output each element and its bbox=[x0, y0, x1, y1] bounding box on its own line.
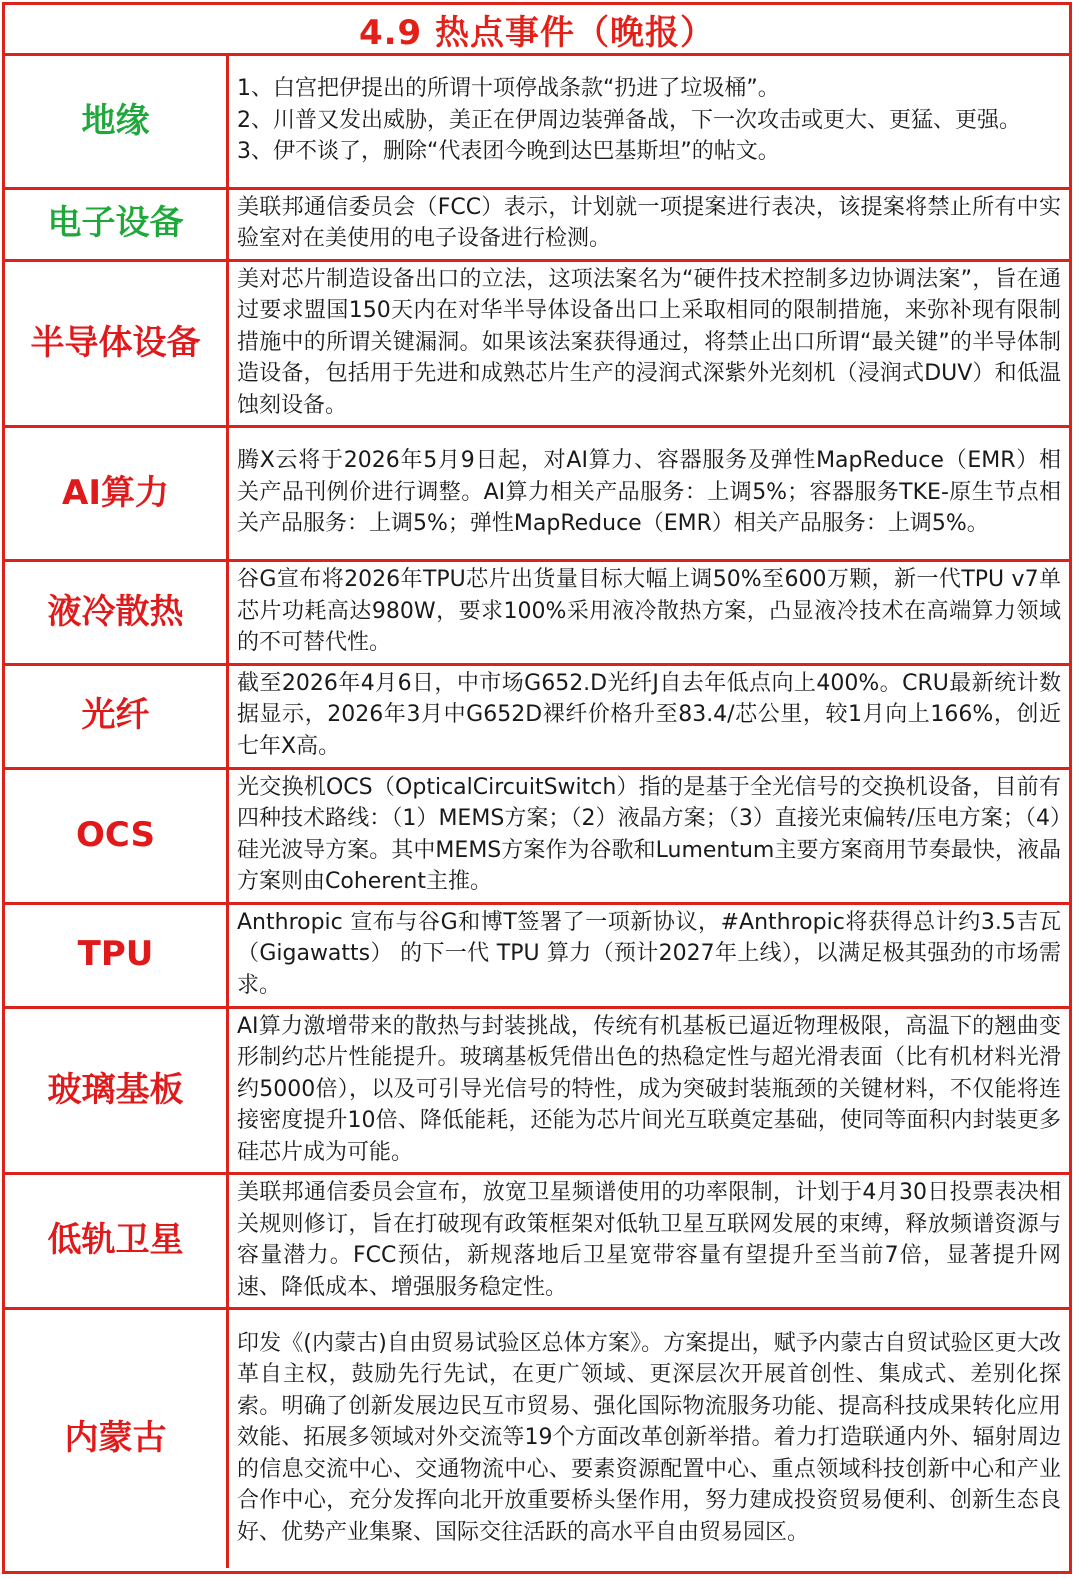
content-line: 1、白宫把伊提出的所谓十项停战条款“扔进了垃圾桶”。 bbox=[237, 76, 780, 101]
topic-label: OCS bbox=[5, 768, 228, 903]
news-sheet bbox=[2, 2, 1072, 1574]
content-line: Anthropic 宣布与谷G和博T签署了一项新协议，#Anthropic将获得总计约3.5吉瓦（Gigawatts） 的下一代 TPU 算力（预计2027年上线），以满足极其强劲的市场需求。 bbox=[237, 909, 1061, 998]
topic-row bbox=[5, 1309, 1069, 1568]
content-line: 印发《(内蒙古)自由贸易试验区总体方案》。方案提出，赋予内蒙古自贸试验区更大改革自主权，鼓励先行先试，在更广领域、更深层次开展首创性、集成式、差别化探索。明确了创新发展边民互市贸易、强化国际物流服务功能、提高科技成果转化应用效能、拓展多领域对外交流等19个方面改革创新举措。着力打造联通内外、辐射周边的信息交流中心、交通物流中心、要素资源配置中心、重点领域科技创新中心和产业合作中心，充分发挥向北开放重要桥头堡作用，努力建成投资贸易便利、创新生态良好、优势产业集聚、国际交往活跃的高水平自由贸易园区。 bbox=[237, 1330, 1061, 1545]
topic-label: 半导体设备 bbox=[5, 260, 228, 427]
topic-row bbox=[5, 768, 1069, 903]
topic-content bbox=[228, 903, 1070, 1007]
content-line: 截至2026年4月6日，中市场G652.D光纤J自去年低点向上400%。CRU最新统计数据显示，2026年3月中G652D裸纤价格升至83.4/芯公里，较1月向上166%，创近七年X高。 bbox=[237, 670, 1061, 759]
news-table bbox=[5, 56, 1069, 1568]
topic-content bbox=[228, 427, 1070, 561]
topic-label: 液冷散热 bbox=[5, 561, 228, 665]
topic-content bbox=[228, 768, 1070, 903]
topic-row bbox=[5, 188, 1069, 260]
content-line: 美联邦通信委员会宣布，放宽卫星频谱使用的功率限制，计划于4月30日投票表决相关规则修订，旨在打破现有政策框架对低轨卫星互联网发展的束缚，释放频谱资源与容量潜力。FCC预估，新规落地后卫星宽带容量有望提升至当前7倍，显著提升网速、降低成本、增强服务稳定性。 bbox=[237, 1180, 1061, 1300]
topic-content bbox=[228, 1007, 1070, 1174]
topic-label: AI算力 bbox=[5, 427, 228, 561]
content-line: AI算力激增带来的散热与封装挑战，传统有机基板已逼近物理极限，高温下的翘曲变形制约芯片性能提升。玻璃基板凭借出色的热稳定性与超光滑表面（比有机材料光滑约5000倍），以及可引导光信号的特性，成为突破封装瓶颈的关键材料，不仅能将连接密度提升10倍、降低能耗，还能为芯片间光互联奠定基础，使同等面积内封装更多硅芯片成为可能。 bbox=[237, 1013, 1061, 1165]
topic-content bbox=[228, 664, 1070, 768]
topic-content bbox=[228, 188, 1070, 260]
topic-row bbox=[5, 1174, 1069, 1309]
content-line: 腾X云将于2026年5月9日起，对AI算力、容器服务及弹性MapReduce（EMR）相关产品刊例价进行调整。AI算力相关产品服务：上调5%；容器服务TKE-原生节点相关产品服务：上调5%；弹性MapReduce（EMR）相关产品服务：上调5%。 bbox=[237, 448, 1061, 537]
topic-content bbox=[228, 260, 1070, 427]
content-line: 光交换机OCS（OpticalCircuitSwitch）指的是基于全光信号的交换机设备，目前有四种技术路线：（1）MEMS方案；（2）液晶方案；（3）直接光束偏转/压电方案；（4）硅光波导方案。其中MEMS方案作为谷歌和Lumentum主要方案商用节奏最快，液晶方案则由Coherent主推。 bbox=[237, 774, 1061, 894]
topic-label: 内蒙古 bbox=[5, 1309, 228, 1568]
topic-row bbox=[5, 1007, 1069, 1174]
topic-label: 低轨卫星 bbox=[5, 1174, 228, 1309]
topic-content bbox=[228, 561, 1070, 665]
topic-row bbox=[5, 903, 1069, 1007]
content-line: 谷G宣布将2026年TPU芯片出货量目标大幅上调50%至600万颗，新一代TPU v7单芯片功耗高达980W，要求100%采用液冷散热方案，凸显液冷技术在高端算力领域的不可替代性。 bbox=[237, 567, 1061, 655]
topic-row bbox=[5, 561, 1069, 665]
content-line: 3、伊不谈了，删除“代表团今晚到达巴基斯坦”的帖文。 bbox=[237, 139, 780, 164]
topic-row bbox=[5, 427, 1069, 561]
topic-content bbox=[228, 1309, 1070, 1568]
content-line: 美联邦通信委员会（FCC）表示，计划就一项提案进行表决，该提案将禁止所有中实验室对在美使用的电子设备进行检测。 bbox=[237, 194, 1061, 251]
content-line: 2、川普又发出威胁，美正在伊周边装弹备战，下一次攻击或更大、更猛、更强。 bbox=[237, 107, 1021, 133]
topic-row bbox=[5, 260, 1069, 427]
topic-label: 玻璃基板 bbox=[5, 1007, 228, 1174]
topic-label: 地缘 bbox=[5, 56, 228, 188]
topic-content bbox=[228, 1174, 1070, 1309]
page-title: 4.9 热点事件（晚报） bbox=[5, 5, 1069, 56]
topic-content bbox=[228, 56, 1070, 188]
topic-label: TPU bbox=[5, 903, 228, 1007]
content-line: 美对芯片制造设备出口的立法，这项法案名为“硬件技术控制多边协调法案”，旨在通过要求盟国150天内在对华半导体设备出口上采取相同的限制措施，来弥补现有限制措施中的所谓关键漏洞。如果该法案获得通过，将禁止出口所谓“最关键”的半导体制造设备，包括用于先进和成熟芯片生产的浸润式深紫外光刻机（浸润式DUV）和低温蚀刻设备。 bbox=[237, 266, 1061, 418]
topic-label: 光纤 bbox=[5, 664, 228, 768]
topic-row bbox=[5, 664, 1069, 768]
topic-row bbox=[5, 56, 1069, 188]
topic-label: 电子设备 bbox=[5, 188, 228, 260]
